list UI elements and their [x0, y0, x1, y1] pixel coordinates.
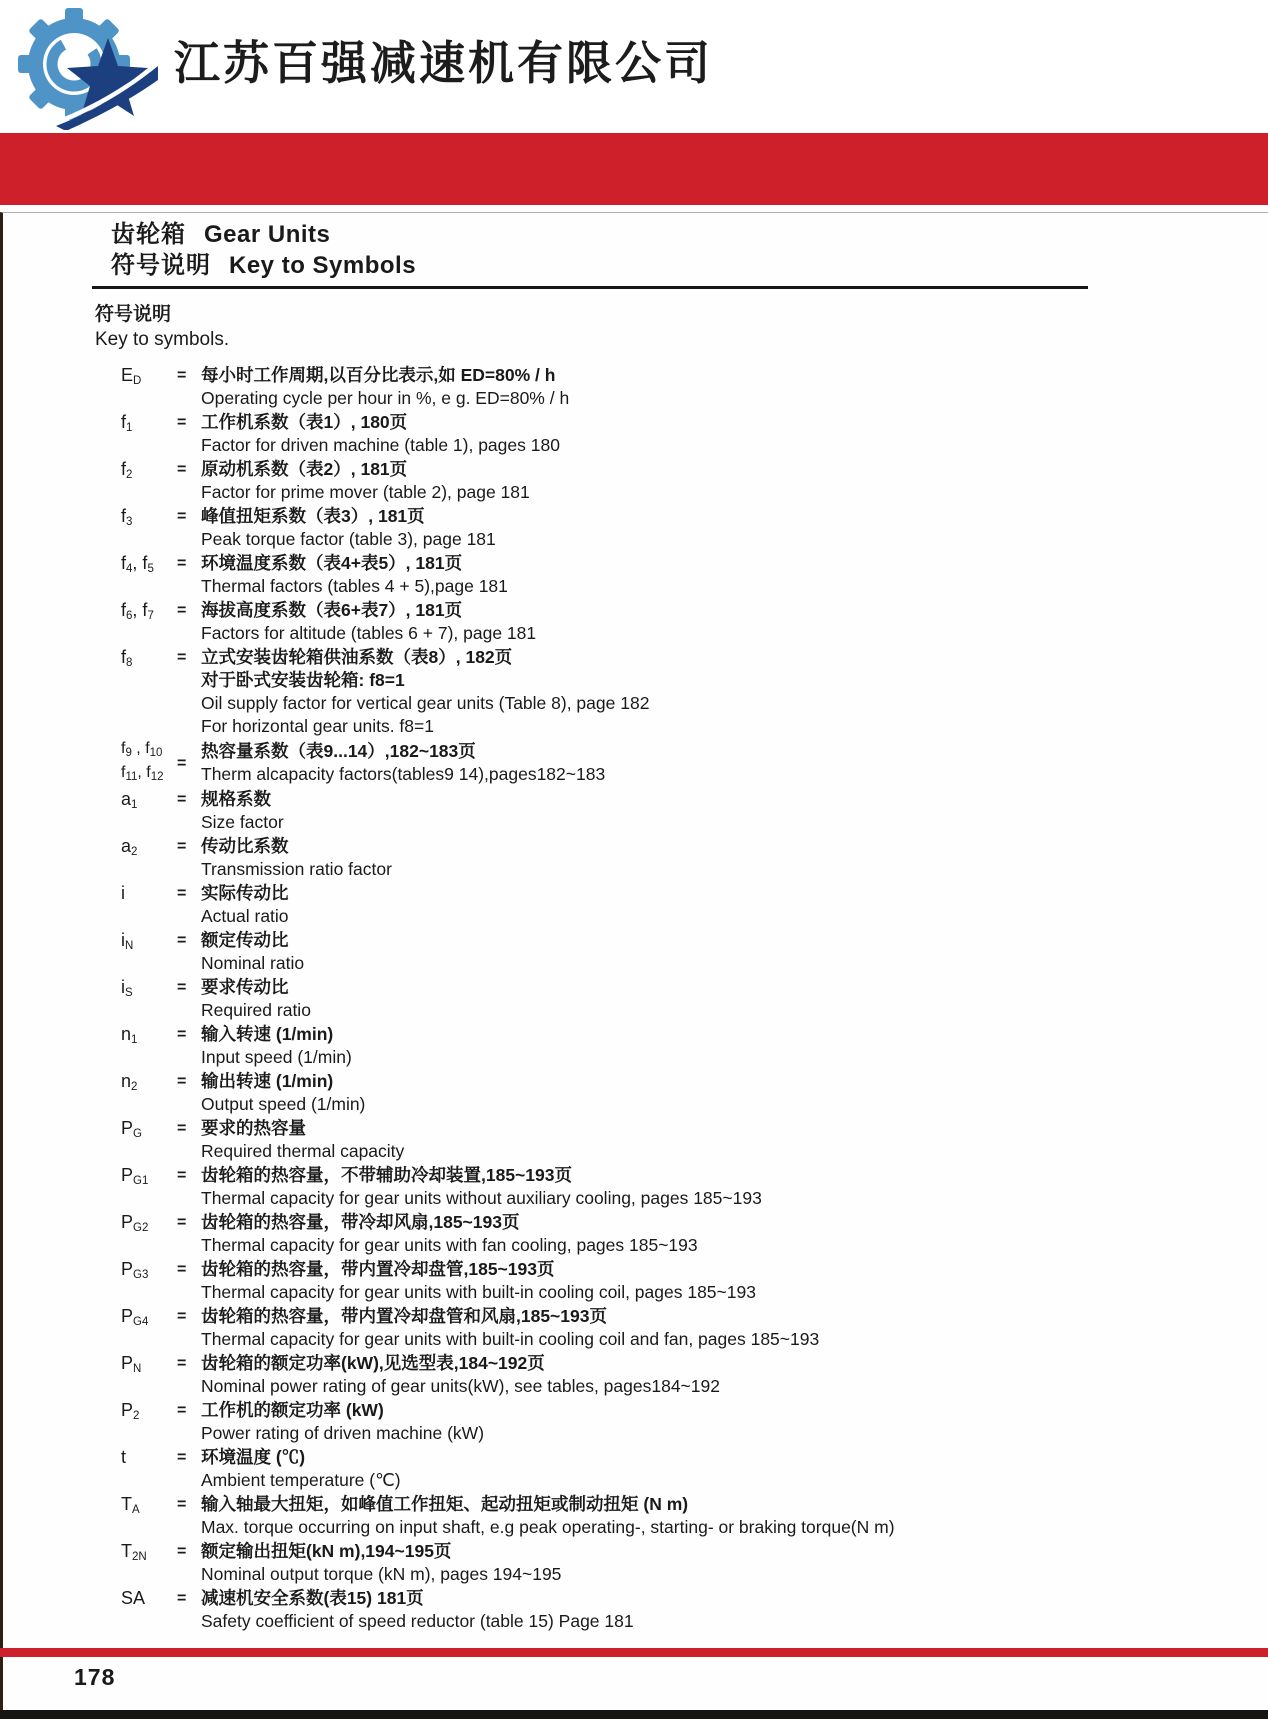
definition-line-cn: 齿轮箱的热容量，带冷却风扇,185~193页: [201, 1212, 520, 1232]
definition-line-en: Ambient temperature (℃): [201, 1470, 401, 1490]
symbol-entry: [3, 929, 1268, 975]
symbol-entry: [3, 411, 1268, 457]
bottom-black-bar: [0, 1710, 1268, 1719]
definition-line-cn: 额定传动比: [201, 930, 289, 950]
definition-line-en: Factor for driven machine (table 1), pages 180: [201, 435, 560, 455]
definition-text: [201, 788, 1268, 834]
symbol-entry: [3, 505, 1268, 551]
equals-sign: =: [177, 461, 187, 478]
symbol-label: $i_S$: [121, 977, 133, 999]
symbol-column: [121, 1070, 177, 1116]
definition-line-en: Required thermal capacity: [201, 1141, 405, 1161]
footer-red-line: [0, 1648, 1268, 1657]
symbol-column: [121, 1211, 177, 1257]
title-cn-1: 齿轮箱: [111, 221, 186, 248]
definition-line-en: Oil supply factor for vertical gear units (Table 8), page 182: [201, 693, 650, 713]
symbol-label: $f_9$ , $f_{10}$: [121, 740, 163, 759]
symbol-label: $P_2$: [121, 1400, 140, 1422]
symbol-entry: [3, 1258, 1268, 1304]
symbol-column: [121, 835, 177, 881]
company-name: 江苏百强减速机有限公司: [174, 36, 713, 89]
equals-sign: =: [177, 838, 187, 855]
symbol-column: [121, 411, 177, 457]
section-heading: [95, 302, 1268, 352]
equals-sign: =: [177, 1402, 187, 1419]
definition-line-en: Transmission ratio factor: [201, 859, 392, 879]
symbol-column: [121, 1493, 177, 1539]
equals-sign: =: [177, 1073, 187, 1090]
definition-line-cn: 实际传动比: [201, 883, 289, 903]
page-title-line2: [111, 250, 1268, 281]
symbol-label: $n_1$: [121, 1024, 138, 1046]
symbol-entry: [3, 1352, 1268, 1398]
symbols-list: [3, 364, 1268, 1633]
definition-text: [201, 1446, 1268, 1492]
definition-line-cn: 规格系数: [201, 789, 271, 809]
definition-text: [201, 1305, 1268, 1351]
equals-sign: =: [177, 367, 187, 384]
page-body: [0, 212, 1268, 1719]
definition-line-cn: 输入轴最大扭矩，如峰值工作扭矩、起动扭矩或制动扭矩 (N m): [201, 1494, 689, 1514]
equals-sign: =: [177, 649, 187, 666]
definition-line-en: Thermal capacity for gear units with built-in cooling coil, pages 185~193: [201, 1282, 756, 1302]
definition-text: [201, 1352, 1268, 1398]
definition-line-en: Required ratio: [201, 1000, 311, 1020]
equals-sign: =: [177, 979, 187, 996]
symbol-entry: [3, 1587, 1268, 1633]
symbol-entry: [3, 646, 1268, 738]
definition-text: [201, 364, 1268, 410]
equals-sign: =: [177, 1543, 187, 1560]
symbol-column: [121, 505, 177, 551]
definition-text: [201, 835, 1268, 881]
definition-line-cn: 输出转速 (1/min): [201, 1071, 334, 1091]
equals-sign: =: [177, 1026, 187, 1043]
definition-line-cn: 工作机的额定功率 (kW): [201, 1400, 384, 1420]
definition-line-cn: 每小时工作周期,以百分比表示,如 ED=80% / h: [201, 365, 556, 385]
definition-line-en: Max. torque occurring on input shaft, e.g peak operating-, starting- or braking torque(N m): [201, 1517, 895, 1537]
definition-text: [201, 1399, 1268, 1445]
definition-line-cn: 海拔高度系数（表6+表7）, 181页: [201, 600, 463, 620]
symbol-column: [121, 1305, 177, 1351]
symbol-entry: [3, 1540, 1268, 1586]
definition-line-en: Size factor: [201, 812, 284, 832]
definition-text: [201, 646, 1268, 738]
equals-sign: =: [177, 414, 187, 431]
symbol-column: [121, 1023, 177, 1069]
symbol-column: [121, 552, 177, 598]
symbol-label: $P_N$: [121, 1353, 142, 1375]
section-heading-cn: 符号说明: [95, 304, 172, 325]
definition-text: [201, 552, 1268, 598]
symbol-entry: [3, 1493, 1268, 1539]
equals-sign: =: [177, 555, 187, 572]
symbol-label: $P_{G1}$: [121, 1165, 149, 1187]
definition-text: [201, 1540, 1268, 1586]
symbol-entry: [3, 739, 1268, 787]
symbol-label: $f_3$: [121, 506, 133, 528]
symbol-label: $E_D$: [121, 365, 142, 387]
equals-sign: =: [177, 754, 187, 772]
equals-sign: =: [177, 1214, 187, 1231]
equals-sign: =: [177, 1496, 187, 1513]
definition-text: [201, 929, 1268, 975]
symbol-entry: [3, 882, 1268, 928]
definition-line-en: For horizontal gear units. f8=1: [201, 716, 434, 736]
symbol-label: t: [121, 1447, 127, 1467]
symbol-label: $P_{G3}$: [121, 1259, 149, 1281]
equals-sign: =: [177, 1308, 187, 1325]
definition-line-en: Operating cycle per hour in %, e g. ED=80% / h: [201, 388, 570, 408]
definition-text: [201, 1493, 1268, 1539]
definition-text: [201, 1211, 1268, 1257]
definition-line-en: Thermal capacity for gear units with built-in cooling coil and fan, pages 185~193: [201, 1329, 820, 1349]
symbol-label: $i_N$: [121, 930, 134, 952]
definition-line-cn: 齿轮箱的额定功率(kW),见选型表,184~192页: [201, 1353, 545, 1373]
definition-line-cn: 要求的热容量: [201, 1118, 306, 1138]
title-en-2: Key to Symbols: [229, 252, 417, 279]
definition-line-cn: 热容量系数（表9...14）,182~183页: [201, 741, 476, 761]
definition-line-cn: 传动比系数: [201, 836, 289, 856]
symbol-column: [121, 1399, 177, 1445]
symbol-label: $P_G$: [121, 1118, 142, 1140]
symbol-entry: [3, 1117, 1268, 1163]
symbol-entry: [3, 1305, 1268, 1351]
definition-line-cn: 环境温度 (℃): [201, 1447, 306, 1467]
definition-text: [201, 976, 1268, 1022]
symbol-label: $T_A$: [121, 1494, 140, 1516]
definition-text: [201, 1258, 1268, 1304]
symbol-entry: [3, 976, 1268, 1022]
symbol-entry: [3, 1070, 1268, 1116]
symbol-label: $f_8$: [121, 647, 133, 669]
definition-line-cn: 立式安装齿轮箱供油系数（表8）, 182页: [201, 647, 513, 667]
title-en-1: Gear Units: [204, 221, 331, 248]
symbol-label: $f_1$: [121, 412, 133, 434]
definition-line-en: Thermal capacity for gear units with fan cooling, pages 185~193: [201, 1235, 698, 1255]
symbol-label: $f_6$, $f_7$: [121, 600, 154, 622]
definition-line-cn: 额定输出扭矩(kN m),194~195页: [201, 1541, 452, 1561]
symbol-entry: [3, 1399, 1268, 1445]
page-header: [0, 0, 1268, 133]
definition-line-cn: 齿轮箱的热容量，不带辅助冷却装置,185~193页: [201, 1165, 572, 1185]
page-number: 178: [74, 1664, 116, 1690]
definition-line-cn: 齿轮箱的热容量，带内置冷却盘管和风扇,185~193页: [201, 1306, 607, 1326]
definition-line-en: Factor for prime mover (table 2), page 181: [201, 482, 530, 502]
definition-line-en: Thermal factors (tables 4 + 5),page 181: [201, 576, 508, 596]
equals-sign: =: [177, 508, 187, 525]
definition-text: [201, 1587, 1268, 1633]
definition-line-en: Nominal ratio: [201, 953, 305, 973]
definition-line-en: Factors for altitude (tables 6 + 7), page 181: [201, 623, 537, 643]
symbol-label: $n_2$: [121, 1071, 138, 1093]
symbol-column: [121, 599, 177, 645]
symbol-label: $f_{11}$, $f_{12}$: [121, 764, 164, 783]
symbol-entry: [3, 552, 1268, 598]
equals-sign: =: [177, 602, 187, 619]
gear-star-logo-icon: [12, 4, 160, 130]
symbol-label: i: [121, 883, 125, 903]
definition-line-en: Therm alcapacity factors(tables9 14),pages182~183: [201, 764, 606, 784]
symbol-label: $f_2$: [121, 459, 133, 481]
definition-line-en: Peak torque factor (table 3), page 181: [201, 529, 496, 549]
definition-text: [201, 458, 1268, 504]
symbol-entry: [3, 364, 1268, 410]
symbol-column: [121, 882, 177, 928]
definition-line-cn: 要求传动比: [201, 977, 289, 997]
symbol-column: [121, 364, 177, 410]
definition-text: [201, 1117, 1268, 1163]
symbol-column: [121, 1352, 177, 1398]
symbol-entry: [3, 788, 1268, 834]
equals-sign: =: [177, 791, 187, 808]
definition-line-en: Power rating of driven machine (kW): [201, 1423, 485, 1443]
definition-line-cn: 环境温度系数（表4+表5）, 181页: [201, 553, 463, 573]
equals-sign: =: [177, 1120, 187, 1137]
symbol-column: [121, 739, 177, 787]
definition-text: [201, 411, 1268, 457]
symbol-column: [121, 646, 177, 738]
symbol-label: $P_{G2}$: [121, 1212, 149, 1234]
symbol-column: [121, 788, 177, 834]
title-cn-2: 符号说明: [111, 252, 211, 279]
symbol-column: [121, 1164, 177, 1210]
definition-line-en: Input speed (1/min): [201, 1047, 352, 1067]
definition-line-en: Safety coefficient of speed reductor (table 15) Page 181: [201, 1611, 634, 1631]
equals-sign: =: [177, 1355, 187, 1372]
equals-sign: =: [177, 1167, 187, 1184]
equals-sign: =: [177, 1261, 187, 1278]
definition-line-cn: 原动机系数（表2）, 181页: [201, 459, 408, 479]
definition-line-cn: 峰值扭矩系数（表3）, 181页: [201, 506, 425, 526]
definition-line-cn: 减速机安全系数(表15) 181页: [201, 1588, 424, 1608]
symbol-label: $a_2$: [121, 836, 138, 858]
symbol-label: SA: [121, 1588, 146, 1608]
equals-sign: =: [177, 932, 187, 949]
definition-line-cn: 工作机系数（表1）, 180页: [201, 412, 408, 432]
symbol-entry: [3, 599, 1268, 645]
definition-line-en: Thermal capacity for gear units without auxiliary cooling, pages 185~193: [201, 1188, 762, 1208]
red-divider-band: [0, 133, 1268, 205]
symbol-entry: [3, 458, 1268, 504]
definition-line-en: Actual ratio: [201, 906, 289, 926]
definition-line-cn: 对于卧式安装齿轮箱: f8=1: [201, 670, 405, 690]
symbol-label: $a_1$: [121, 789, 138, 811]
definition-text: [201, 505, 1268, 551]
symbol-entry: [3, 835, 1268, 881]
definition-text: [201, 1070, 1268, 1116]
symbol-label: $T_{2N}$: [121, 1541, 147, 1563]
section-heading-en: Key to symbols.: [95, 329, 230, 350]
definition-line-en: Output speed (1/min): [201, 1094, 366, 1114]
title-underline: [92, 286, 1088, 289]
title-block: [3, 213, 1268, 281]
definition-text: [201, 599, 1268, 645]
definition-line-en: Nominal output torque (kN m), pages 194~195: [201, 1564, 562, 1584]
equals-sign: =: [177, 1590, 187, 1607]
symbol-column: [121, 458, 177, 504]
symbol-entry: [3, 1023, 1268, 1069]
symbol-column: [121, 1587, 177, 1633]
symbol-column: [121, 1446, 177, 1492]
definition-line-en: Nominal power rating of gear units(kW), see tables, pages184~192: [201, 1376, 720, 1396]
page-title-line1: [111, 219, 1268, 250]
symbol-column: [121, 976, 177, 1022]
symbol-entry: [3, 1446, 1268, 1492]
symbol-column: [121, 1258, 177, 1304]
symbol-entry: [3, 1164, 1268, 1210]
symbol-column: [121, 1540, 177, 1586]
symbol-column: [121, 929, 177, 975]
definition-text: [201, 882, 1268, 928]
symbol-entry: [3, 1211, 1268, 1257]
equals-sign: =: [177, 885, 187, 902]
symbol-label: $P_{G4}$: [121, 1306, 149, 1328]
definition-line-cn: 输入转速 (1/min): [201, 1024, 334, 1044]
definition-text: [201, 1023, 1268, 1069]
symbol-label: $f_4$, $f_5$: [121, 553, 154, 575]
equals-sign: =: [177, 1449, 187, 1466]
symbol-column: [121, 1117, 177, 1163]
definition-text: [201, 740, 1268, 786]
definition-text: [201, 1164, 1268, 1210]
definition-line-cn: 齿轮箱的热容量，带内置冷却盘管,185~193页: [201, 1259, 555, 1279]
